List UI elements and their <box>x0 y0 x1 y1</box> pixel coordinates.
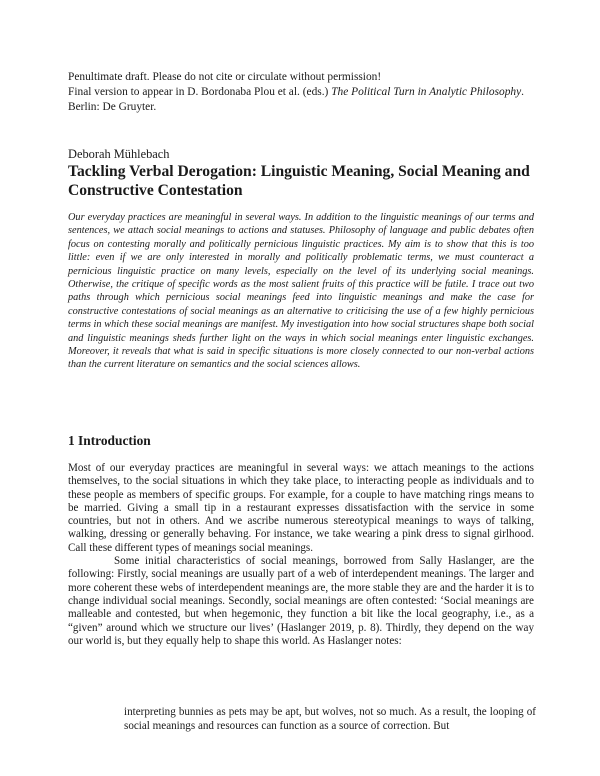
publication-note <box>68 85 538 115</box>
block-quote: interpreting bunnies as pets may be apt, but wolves, not so much. As a result, the looping of social meanings and resources can function as a source of correction. But <box>124 706 536 732</box>
abstract: Our everyday practices are meaningful in several ways. In addition to the linguistic meanings of our terms and sentences, we attach social meanings to actions and statuses. Philosophy of language and public debates often focus on contesting morally and politically pernicious linguistic practices. My aim is to show that this is too little: even if we are only interested in morally and politically problematic terms, we must counteract a pernicious linguistic practice on many levels, especially on the level of its underlying social meanings. Otherwise, the critique of specific words as the most salient fruits of this practice will be futile. I trace out two paths through which pernicious social meanings feed into linguistic meanings and make the case for constructive contestations of social meanings as an alternative to criticising the use of a few highly pernicious terms in which these social meanings are manifest. My investigation into how social structures shape both social and linguistic meanings sheds further light on the ways in which social meanings enter linguistic exchanges. Moreover, it reveals that what is said in specific situations is more closely connected to our non-verbal actions than the current literature on semantics and the social sciences allows. <box>68 212 534 371</box>
draft-notice <box>68 70 538 115</box>
publication-note-suffix: . Berlin: De Gruyter. <box>68 86 525 113</box>
paragraph-1: Most of our everyday practices are meaningful in several ways: we attach meanings to the actions themselves, to the social situations in which they take place, to interacting people as individuals and to these people as members of specific groups. For example, for a couple to have matching rings means to be married. Giving a small tip in a restaurant expresses dissatisfaction with the service in some countries, but not in others. And we ascribe numerous stereotypical meanings to ways of talking, walking, dressing or generally behaving. For instance, we take wearing a pink dress to signal girlhood. Call these different types of meanings social meanings. <box>68 462 534 554</box>
paragraph-2: Some initial characteristics of social meanings, borrowed from Sally Haslanger, are the following: Firstly, social meanings are usually part of a web of interdependent meanings. The larger and more coherent these webs of interdependent meanings are, the more stable they are and the harder it is to change individual social meanings. Secondly, social meanings are often contested: ‘Social meanings are malleable and contested, but when hegemonic, they function a bit like the local geography, i.e., as a “given” around which we structure our lives’ (Haslanger 2019, p. 8). Thirdly, they depend on the way our world is, but they equally help to shape this world. As Haslanger notes: <box>68 555 534 647</box>
author-name: Deborah Mühlebach <box>68 147 170 161</box>
publication-note-prefix: Final version to appear in D. Bordonaba Plou et al. (eds.) <box>68 86 332 98</box>
body-text <box>68 462 534 648</box>
draft-notice-line1: Penultimate draft. Please do not cite or circulate without permission! <box>68 71 382 83</box>
book-title: The Political Turn in Analytic Philosophy <box>331 86 522 98</box>
section-heading: 1 Introduction <box>68 433 151 448</box>
paper-title: Tackling Verbal Derogation: Linguistic Meaning, Social Meaning and Constructive Contestation <box>68 163 530 199</box>
